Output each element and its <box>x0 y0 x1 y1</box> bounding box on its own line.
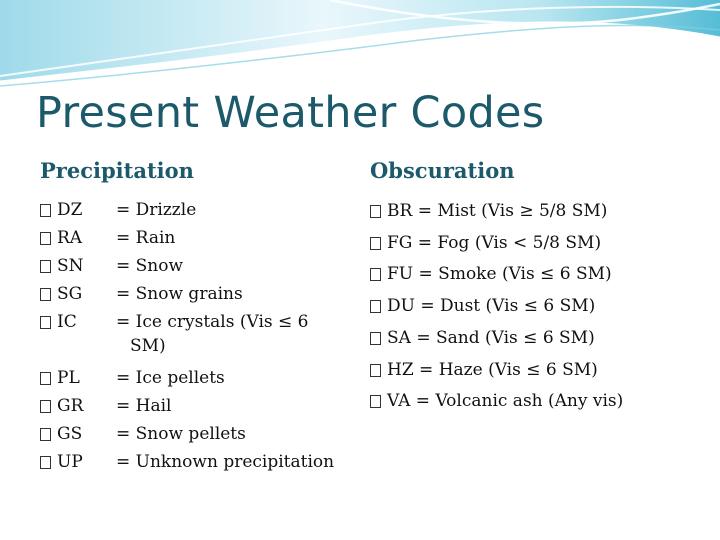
list-item <box>40 196 350 224</box>
list-item <box>40 280 350 308</box>
list-item <box>370 323 715 355</box>
obscuration-list <box>370 196 715 418</box>
precipitation-heading: Precipitation <box>40 158 194 183</box>
list-item <box>40 224 350 252</box>
bullet-box-icon <box>370 395 381 408</box>
weather-description: = Snow <box>116 256 184 276</box>
bullet-box-icon <box>40 204 51 217</box>
bullet-box-icon <box>40 372 51 385</box>
weather-description: = Rain <box>116 228 176 248</box>
list-item <box>370 228 715 260</box>
bullet-box-icon <box>40 316 51 329</box>
bullet-box-icon <box>40 456 51 469</box>
bullet-box-icon <box>370 332 381 345</box>
weather-description: = Unknown precipitation <box>116 452 335 472</box>
precipitation-list <box>40 196 350 476</box>
weather-code: IC <box>57 312 77 332</box>
list-item <box>40 252 350 280</box>
bullet-box-icon <box>40 288 51 301</box>
bullet-box-icon <box>370 300 381 313</box>
weather-code: RA <box>57 228 83 248</box>
obscuration-entry: FU = Smoke (Vis ≤ 6 SM) <box>387 264 612 285</box>
weather-description: = Drizzle <box>116 200 197 220</box>
list-item <box>370 386 715 418</box>
bullet-box-icon <box>370 237 381 250</box>
list-item <box>40 448 350 476</box>
weather-code: PL <box>57 368 80 388</box>
obscuration-entry: SA = Sand (Vis ≤ 6 SM) <box>387 327 595 348</box>
weather-description: = Ice pellets <box>116 368 225 388</box>
weather-code: DZ <box>57 200 83 220</box>
weather-description-continued: SM) <box>130 336 166 356</box>
bullet-box-icon <box>370 205 381 218</box>
bullet-box-icon <box>370 364 381 377</box>
obscuration-entry: FG = Fog (Vis < 5/8 SM) <box>387 232 602 253</box>
list-item <box>40 420 350 448</box>
list-item <box>370 291 715 323</box>
bullet-box-icon <box>40 260 51 273</box>
weather-code: SN <box>57 256 84 276</box>
list-item <box>370 196 715 228</box>
weather-code: GS <box>57 424 83 444</box>
list-item <box>370 259 715 291</box>
bullet-box-icon <box>40 428 51 441</box>
obscuration-entry: DU = Dust (Vis ≤ 6 SM) <box>387 296 596 317</box>
list-item <box>40 364 350 392</box>
bullet-box-icon <box>40 400 51 413</box>
obscuration-entry: BR = Mist (Vis ≥ 5/8 SM) <box>387 201 608 221</box>
weather-description: = Hail <box>116 396 172 416</box>
list-item <box>40 308 350 358</box>
obscuration-heading: Obscuration <box>370 158 515 183</box>
weather-description: = Snow grains <box>116 284 243 304</box>
bullet-box-icon <box>370 268 381 281</box>
obscuration-entry: VA = Volcanic ash (Any vis) <box>387 391 624 412</box>
weather-code: UP <box>57 452 83 472</box>
slide-title: Present Weather Codes <box>36 88 545 138</box>
obscuration-entry: HZ = Haze (Vis ≤ 6 SM) <box>387 359 598 380</box>
weather-description: = Ice crystals (Vis ≤ 6 <box>116 312 309 332</box>
bullet-box-icon <box>40 232 51 245</box>
list-item <box>40 392 350 420</box>
weather-code: SG <box>57 284 83 304</box>
weather-description: = Snow pellets <box>116 424 246 444</box>
header-wave-decoration <box>0 0 720 90</box>
list-item <box>370 355 715 387</box>
weather-code: GR <box>57 396 84 416</box>
